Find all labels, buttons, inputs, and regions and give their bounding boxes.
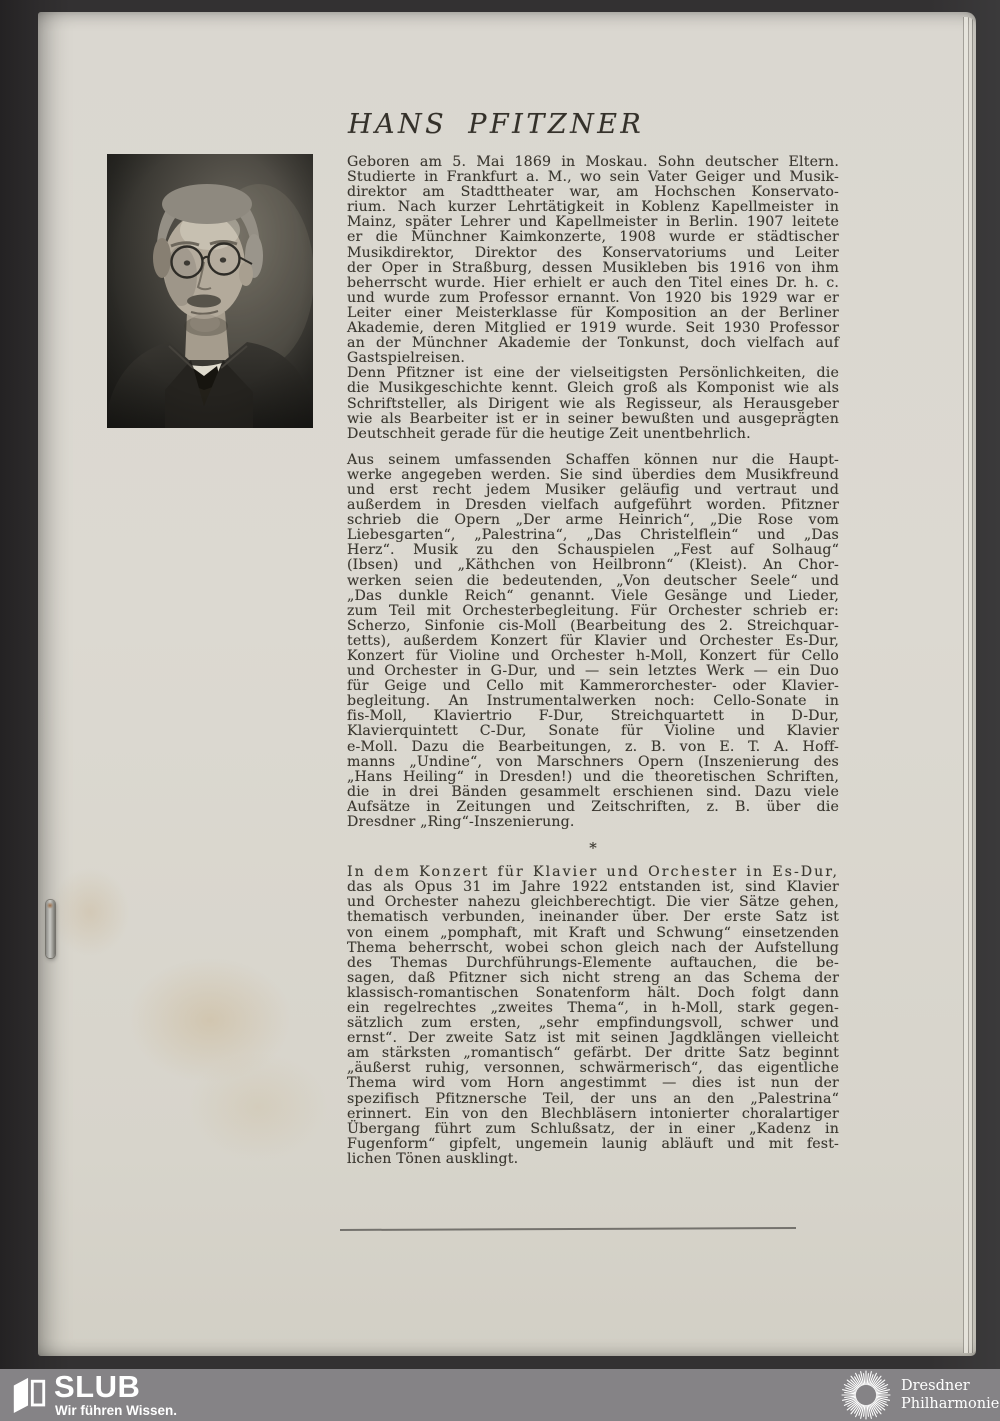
portrait-photo-image: [107, 154, 313, 428]
text-line: Akademie, deren Mitglied er 1919 wurde. Seit 1930 Professor: [347, 320, 839, 337]
text-line: Scherzo, Sinfonie cis-Moll (Bearbeitung des 2. Streichquar-: [347, 617, 839, 634]
text-line: e-Moll. Dazu die Bearbeitungen, z. B. von E. T. A. Hoff-: [347, 738, 839, 755]
text-line: die in drei Bänden gesammelt erschienen sind. Dazu viele: [347, 783, 839, 800]
text-line: des Themas Durchführungs-Elemente auftauchen, die be-: [347, 954, 839, 971]
text-line: Klavierquintett C-Dur, Sonate für Violine und Klavier: [347, 723, 839, 740]
text-line: Geboren am 5. Mai 1869 in Moskau. Sohn deutscher Eltern.: [347, 154, 839, 170]
page-edge-stack: [959, 17, 976, 1353]
branding-footer-bar: [0, 1369, 1000, 1421]
text-line: zum Teil mit Orchesterbegleitung. Für Orchester schrieb er:: [347, 602, 839, 619]
paragraph-bio-early-life: [347, 155, 839, 366]
text-line: Konzert für Violine und Orchester h-Moll, Konzert für Cello: [347, 648, 839, 664]
philharmonie-logo-text: [901, 1378, 999, 1413]
text-line: und Orchester nahezu gleichberechtigt. Die vier Sätze gehen,: [347, 894, 839, 911]
text-line: manns „Undine“, von Marschners Opern (Inszenierung des: [347, 753, 839, 770]
text-line: und Orchester in G-Dur, und — sein letztes Werk — ein Duo: [347, 663, 839, 680]
pfitzner-portrait-photo: [107, 154, 313, 428]
text-line: am stärksten „romantisch“ gefärbt. Der dritte Satz beginnt: [347, 1045, 839, 1062]
text-line: Mainz, später Lehrer und Kapellmeister in Berlin. 1907 leitete: [347, 214, 839, 231]
text-line: Fugenform“ gipfelt, ungemein launig abläuft und mit fest-: [347, 1135, 839, 1152]
section-separator: *: [589, 839, 597, 858]
text-line: er die Münchner Kaimkonzerte, 1908 wurde er städtischer: [347, 229, 839, 246]
text-line: tetts), außerdem Konzert für Klavier und Orchester Es-Dur,: [347, 632, 839, 649]
philharmonie-starburst-icon: [841, 1370, 891, 1420]
text-line: „Hans Heiling“ in Dresden!) und die theoretischen Schriften,: [347, 768, 839, 785]
text-line: wie als Bearbeiter ist er in seiner bewußten und ausgeprägten: [347, 410, 839, 427]
text-line: (Ibsen) und „Käthchen von Heilbronn“ (Kleist). An Chor-: [347, 557, 839, 574]
text-line: Gastspielreisen.: [347, 350, 466, 367]
text-line: lichen Tönen ausklingt.: [347, 1150, 519, 1167]
philharmonie-text-line2: Philharmonie: [901, 1395, 1000, 1412]
text-line: Thema wird vom Horn angestimmt — dies ist nun der: [347, 1075, 839, 1092]
text-line: spezifisch Pfitznersche Teil, der uns an den „Palestrina“: [347, 1090, 839, 1107]
text-line: Musikdirektor, Direktor des Konservatoriums und Leiter: [347, 244, 839, 261]
text-line: ernst“. Der zweite Satz ist mit seinen Jagdklängen vielleicht: [347, 1030, 839, 1047]
text-line: erinnert. Ein von den Blechbläsern intonierter choralartiger: [347, 1105, 839, 1122]
text-line: Herz“. Musik zu den Schauspielen „Fest auf Solhaug“: [347, 542, 839, 559]
text-line: Leiter einer Meisterklasse für Komposition an der Berliner: [347, 304, 839, 321]
text-line: für Geige und Cello mit Kammerorchester- oder Klavier-: [347, 678, 839, 695]
text-line: Dresdner „Ring“-Inszenierung.: [347, 814, 575, 831]
footer-rule-line: [340, 1227, 796, 1231]
text-line: Deutschheit gerade für die heutige Zeit unentbehrlich.: [347, 425, 751, 442]
text-line: rium. Nach kurzer Lehrtätigkeit in Koblenz Kapellmeister in: [347, 199, 839, 216]
slub-tagline: Wir führen Wissen.: [55, 1403, 178, 1418]
text-line: Übergang führt zum Schlußsatz, der in einer „Kadenz in: [347, 1120, 839, 1137]
text-line: an der Münchner Akademie der Tonkunst, doch vielfach auf: [347, 335, 839, 352]
text-line: beherrscht wurde. Hier erhielt er auch den Titel eines Dr. h. c.: [347, 274, 839, 291]
text-line: thematisch verbunden, ineinander über. Der erste Satz ist: [347, 909, 839, 926]
text-line: und wurde zum Professor ernannt. Von 1920 bis 1929 war er: [347, 289, 839, 306]
text-line: In dem Konzert für Klavier und Orchester in Es-Dur,: [347, 864, 839, 881]
paper-stain: [125, 955, 295, 1085]
text-line: außerdem in Dresden vielfach aufgeführt worden. Pfitzner: [347, 497, 839, 514]
text-line: klassisch-romantischen Sonatenform hält. Doch folgt dann: [347, 984, 839, 1001]
paragraph-concerto-description: [347, 865, 839, 1167]
text-line: Aus seinem umfassenden Schaffen können nur die Haupt-: [347, 451, 839, 468]
text-line: schrieb die Opern „Der arme Heinrich“, „Die Rose vom: [347, 512, 839, 529]
paragraph-bio-personality: [347, 366, 839, 441]
text-line: sagen, daß Pfitzner sich nicht streng an das Schema der: [347, 969, 839, 986]
text-line: und erst recht jedem Musiker geläufig und vertraut und: [347, 481, 839, 498]
text-line: werke angegeben werden. Sie sind überdies dem Musikfreund: [347, 466, 839, 483]
slub-logo-text: SLUB: [54, 1369, 141, 1404]
text-line: „äußerst ruhig, versonnen, schwärmerisch“, das eigentliche: [347, 1060, 839, 1077]
text-line: „Das dunkle Reich“ genannt. Viele Gesänge und Lieder,: [347, 587, 839, 604]
text-line: die Musikgeschichte kennt. Gleich groß als Komponist wie als: [347, 380, 839, 397]
body-text: [347, 155, 839, 1167]
text-line: sätzlich zum ersten, „sehr empfindungsvoll, schwer und: [347, 1015, 839, 1032]
text-line: der Oper in Straßburg, dessen Musikleben bis 1916 von ihm: [347, 259, 839, 276]
page-title: HANS PFITZNER: [348, 109, 645, 140]
philharmonie-text-line1: Dresdner: [901, 1378, 970, 1394]
text-line: Studierte in Frankfurt a. M., wo sein Vater Geiger und Musik-: [347, 169, 839, 186]
text-line: von einem „pomphaft, mit Kraft und Schwung“ einsetzenden: [347, 924, 839, 941]
text-line: ein regelrechtes „zweites Thema“, in h-Moll, stark gegen-: [347, 999, 839, 1016]
paper-stain: [188, 1052, 328, 1162]
text-line: Denn Pfitzner ist eine der vielseitigsten Persönlichkeiten, die: [347, 365, 839, 382]
paragraph-works-overview: [347, 453, 839, 830]
paper-stain: [50, 867, 130, 957]
text-line: das als Opus 31 im Jahre 1922 entstanden ist, sind Klavier: [347, 879, 839, 896]
slub-book-icon: [11, 1376, 47, 1414]
text-line: Liebesgarten“, „Palestrina“, „Das Christelflein“ und „Das: [347, 527, 839, 544]
text-line: direktor am Stadttheater war, am Hochschen Konservato-: [347, 184, 839, 201]
text-line: Thema beherrscht, wobei schon gleich nach der Aufstellung: [347, 939, 839, 956]
text-line: Aufsätze in Zeitungen und Zeitschriften, z. B. über die: [347, 798, 839, 815]
binding-staple: [46, 900, 55, 958]
text-line: Schriftsteller, als Dirigent wie als Regisseur, als Herausgeber: [347, 395, 839, 412]
text-line: fis-Moll, Klaviertrio F-Dur, Streichquartett in D-Dur,: [347, 708, 839, 725]
text-line: begleitung. An Instrumentalwerken noch: Cello-Sonate in: [347, 693, 839, 710]
text-line: werken seien die bedeutenden, „Von deutscher Seele“ und: [347, 572, 839, 589]
scanned-page: [38, 12, 976, 1356]
